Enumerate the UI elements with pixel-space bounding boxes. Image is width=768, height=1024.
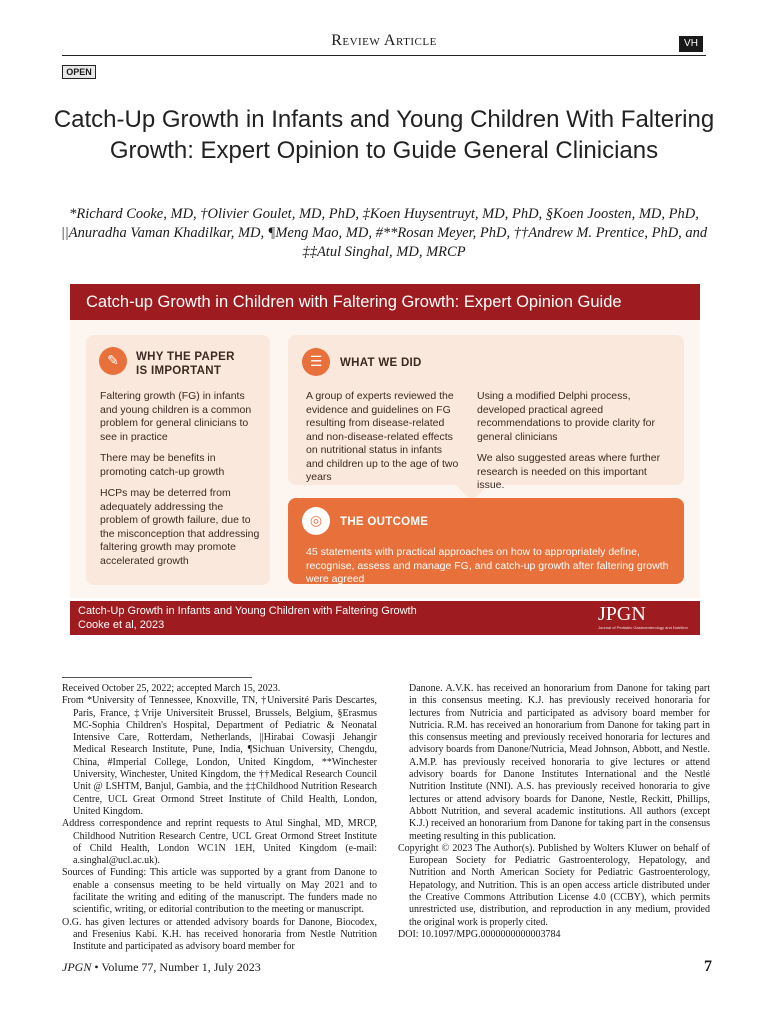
what-right-text	[477, 390, 673, 501]
funding-sources: Sources of Funding: This article was supported by a grant from Danone to enable a consensus meeting to be held virtually on May 2021 and to facilitate the writing and editing of the manuscript. The funders made no scientific, writing, or editorial contribution to the meeting or manuscript.	[62, 867, 377, 916]
copyright-notice: Copyright © 2023 The Author(s). Published by Wolters Kluwer on behalf of European Society for Pediatric Gastroenterology, Hepatology, and Nutrition and North American Society for Pediatric Gastroenterology, Hepatology, and Nutrition. This is an open access article distributed under the Creative Commons Attribution License 4.0 (CCBY), which permits unrestricted use, distribution, and reproduction in any medium, provided the original work is properly cited.	[398, 842, 710, 928]
outcome-heading: THE OUTCOME	[340, 516, 429, 528]
conflicts-part-2: Danone. A.V.K. has received an honorarium from Danone for taking part in this consensus meeting. K.J. has previously received honoraria for lectures from Nutricia and participated as advisory board member for Nutricia. R.M. has received an honorarium from Danone for taking part in this consensus meeting and previously received honoraria for lectures and advisory boards from Danone/Nutricia, Mead Johnson, Abbott, and Nestle. A.M.P. has previously received honoraria to give lectures or attend advisory boards for Danone Institutes International and the Nestlé Nutrition Institute (NNI). A.S. has previously received honoraria to give lectures or attend advisory boards for Danone, Nestle, Reckitt, Phillips, Abbott Nutrition, and several academic institutions. All authors (except K.J.) received an honorarium from Danone for taking part in the consensus meeting resulting in this publication.	[409, 683, 710, 842]
conflicts-part-1: O.G. has given lectures or attended advisory boards for Danone, Biocodex, and Fresenius Kabi. K.H. has received honoraria from Nestle Nutrition Institute and participated as advisory board member for	[62, 916, 377, 953]
outcome-text: 45 statements with practical approaches on how to appropriately define, recognise, assess and manage FG, and catch-up growth after faltering growth were agreed	[306, 546, 669, 585]
what-point-1: Using a modified Delphi process, developed practical agreed recommendations to provide clarity for general clinicians	[477, 390, 655, 443]
correspondence: Address correspondence and reprint requests to Atul Singhal, MD, MRCP, Childhood Nutrition Research Centre, UCL Great Ormond Street Institute of Child Health, London WC1N 1EH, United Kingdom (e-mail: a.singhal@ucl.ac.uk).	[62, 818, 377, 867]
article-type-label: Review Article	[331, 32, 437, 49]
document-pen-icon: ✎	[99, 347, 127, 375]
infographic-footer-citation: Cooke et al, 2023	[78, 619, 165, 631]
footnotes-left-column	[62, 683, 377, 954]
received-dates: Received October 25, 2022; accepted March 15, 2023.	[62, 683, 281, 694]
why-point-3: HCPs may be deterred from adequately addressing the problem of growth failure, due to the misconception that addressing faltering growth may promote accelerated growth	[100, 487, 260, 567]
clipboard-icon: ☰	[302, 348, 330, 376]
header-rule	[62, 55, 706, 56]
footnote-rule	[62, 677, 252, 678]
infographic-footer-title: Catch-Up Growth in Infants and Young Children with Faltering Growth	[78, 605, 417, 617]
target-icon: ◎	[302, 507, 330, 535]
article-title: Catch-Up Growth in Infants and Young Children With Faltering Growth: Expert Opinion to Guide General Clinicians	[53, 106, 715, 164]
jpgn-logo: JPGN Journal of Pediatric Gastroenterology and Nutrition	[598, 603, 688, 630]
open-access-badge: OPEN	[62, 65, 96, 79]
doi: DOI: 10.1097/MPG.0000000000003784	[398, 928, 561, 940]
what-left-text: A group of experts reviewed the evidence and guidelines on FG resulting from disease-related and non-disease-related effects on nutritional status in infants and children up to the age of two years	[306, 390, 459, 483]
journal-reference: JPGN • Volume 77, Number 1, July 2023	[62, 960, 261, 974]
affiliations: From *University of Tennessee, Knoxville, TN, †Université Paris Descartes, Paris, France, ‡Vrije Universiteit Brussel, Brussels, Belgium, §Erasmus MC-Sophia Children's Hospital, Department of Pediatric & Neonatal Intensive Care, Rotterdam, Netherlands, ||Hirabai Cowasji Jehangir Medical Research Institute, Pune, India, ¶Sichuan University, Chengdu, China, #Imperial College, London, United Kingdom, **Winchester University, Winchester, United Kingdom, the ††Medical Research Council Unit @ LSHTM, Banjul, Gambia, and the ‡‡Childhood Nutrition Research Centre, UCL Great Ormond Street Institute of Child Health, London, United Kingdom.	[62, 695, 377, 817]
why-text	[100, 390, 262, 576]
footnotes-right-column	[398, 683, 710, 941]
vh-badge: VH	[679, 36, 703, 52]
infographic-banner: Catch-up Growth in Children with Faltering Growth: Expert Opinion Guide	[70, 284, 700, 320]
why-point-2: There may be benefits in promoting catch-up growth	[100, 452, 225, 478]
why-heading: WHY THE PAPER IS IMPORTANT	[136, 351, 235, 377]
page-number: 7	[704, 958, 712, 975]
author-list: *Richard Cooke, MD, †Olivier Goulet, MD, PhD, ‡Koen Huysentruyt, MD, PhD, §Koen Joosten, MD, PhD, ||Anuradha Vaman Khadilkar, MD, ¶Meng Mao, MD, #**Rosan Meyer, PhD, ††Andrew M. Prentice, PhD, and ‡‡Atul Singhal, MD, MRCP	[60, 206, 708, 260]
what-heading: WHAT WE DID	[340, 357, 422, 369]
what-point-2: We also suggested areas where further research is needed on this important issue.	[477, 452, 661, 491]
why-point-1: Faltering growth (FG) in infants and young children is a common problem for general clinicians to see in practice	[100, 390, 252, 443]
